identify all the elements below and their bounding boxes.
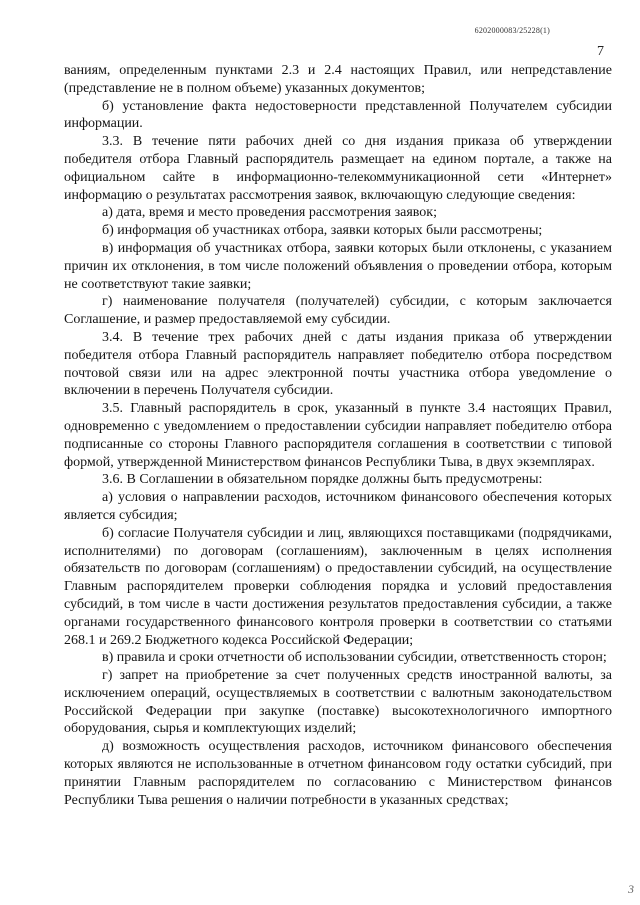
paragraph: в) правила и сроки отчетности об использовании субсидии, ответственность сторон; [102,650,607,666]
corner-mark: 3 [628,882,634,896]
paragraph: в) информация об участниках отбора, заявки которых были отклонены, с указанием причин их отклонения, в том числе положений объявления о проведении отбора, которым не соответствуют такие заявки; [64,240,612,292]
paragraph: 3.5. Главный распорядитель в срок, указанный в пункте 3.4 настоящих Правил, одновременно с уведомлением о предоставлении субсидии направляет победителю отбора подписанные со стороны Главного распорядителя соглашения в соответствии с типовой формой, утвержденной Министерством финансов Республики Тыва, в двух экземплярах. [64,401,612,470]
paragraph: 3.4. В течение трех рабочих дней с даты издания приказа об утверждении победителя отбора Главный распорядитель направляет победителю отбора посредством почтовой связи или на адрес электронной почты участника отбора уведомление о включении в перечень Получателя субсидии. [64,329,612,399]
document-id: 6202000083/25228(1) [474,26,550,35]
paragraph: г) наименование получателя (получателей) субсидии, с которым заключается Соглашение, и размер предоставляемой ему субсидии. [64,294,612,328]
body-text [64,62,612,809]
paragraph: а) дата, время и место проведения рассмотрения заявок; [102,205,437,221]
paragraph: д) возможность осуществления расходов, источником финансового обеспечения которых являются не использованные в отчетном финансовом году остатки субсидий, при принятии Главным распорядителем по согласованию с Министерством финансов Республики Тыва решения о наличии потребности в указанных средствах; [64,739,612,808]
paragraph: 3.3. В течение пяти рабочих дней со дня издания приказа об утверждении победителя отбора Главный распорядитель размещает на едином портале, а также на официальном сайте в информационно-телекоммуникационной сети «Интернет» информацию о результатах рассмотрения заявок, включающую следующие сведения: [64,134,612,203]
paragraph: а) условия о направлении расходов, источником финансового обеспечения которых является субсидия; [64,490,612,523]
paragraph: ваниям, определенным пунктами 2.3 и 2.4 настоящих Правил, или непредставление (представление не в полном объеме) указанных документов; [64,63,612,96]
paragraph: б) согласие Получателя субсидии и лиц, являющихся поставщиками (подрядчиками, исполнителями) по договорам (соглашениям), заключенным в целях исполнения обязательств по договорам (соглашениям) о предоставлении субсидий, на осуществление Главным распорядителем проверки соблюдения порядка и условий предоставления субсидий, в том числе в части достижения результатов предоставления субсидии, а также органами государственного финансового контроля проверки в соответствии со статьями 268.1 и 269.2 Бюджетного кодекса Российской Федерации; [64,525,612,648]
paragraph: 3.6. В Соглашении в обязательном порядке должны быть предусмотрены: [102,472,543,488]
paragraph: б) информация об участниках отбора, заявки которых были рассмотрены; [102,223,543,239]
paragraph: б) установление факта недостоверности представленной Получателем субсидии информации. [64,98,612,132]
paragraph: г) запрет на приобретение за счет полученных средств иностранной валюты, за исключением операций, осуществляемых в соответствии с валютным законодательством Российской Федерации при закупке (поставке) высокотехнологичного импортного оборудования, сырья и комплектующих изделий; [64,668,612,737]
page-number: 7 [597,44,604,59]
